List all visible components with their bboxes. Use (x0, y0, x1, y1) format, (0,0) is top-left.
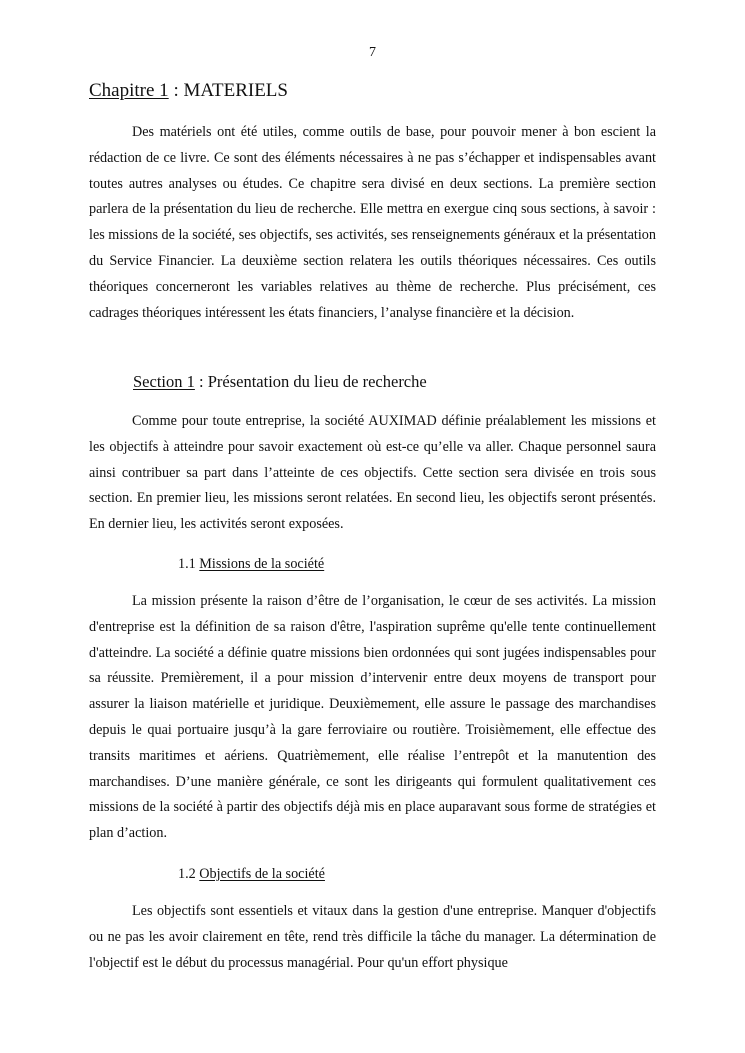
page-number: 7 (369, 45, 376, 60)
intro-paragraph: Des matériels ont été utiles, comme outils de base, pour pouvoir mener à bon escient la rédaction de ce livre. Ce sont des éléments nécessaires à ne pas s’échapper et indispensables avant toutes autres analyses ou études. Ce chapitre sera divisé en deux sections. La première section parlera de la présentation du lieu de recherche. Elle mettra en exergue cinq sous sections, à savoir : les missions de la société, ses objectifs, ses activités, ses renseignements généraux et la présentation du Service Financier. La deuxième section relatera les outils théoriques nécessaires. Ces outils théoriques concerneront les variables relatives au thème de recherche. Plus précisément, ces cadrages théoriques intéressent les états financiers, l’analyse financière et la décision. (89, 124, 656, 321)
chapter-separator: : (168, 80, 184, 101)
section1-paragraph: Comme pour toute entreprise, la société AUXIMAD définie préalablement les missions et les objectifs à atteindre pour savoir exactement où est-ce qu’elle va aller. Chaque personnel saura ainsi contribuer sa part dans l’atteinte de ces objectifs. Cette section sera divisée en trois sous section. En premier lieu, les missions seront relatées. En second lieu, les objectifs seront présentés. En dernier lieu, les activités seront exposées. (89, 413, 656, 533)
section-title: Présentation du lieu de recherche (207, 372, 427, 391)
chapter-label: Chapitre 1 (89, 80, 169, 101)
subsection-number: 1.2 (178, 866, 200, 882)
subsection-heading-objectifs (178, 865, 325, 883)
chapter-title: MATERIELS (183, 80, 288, 101)
subsection-title: Objectifs de la société (199, 866, 325, 882)
objectifs-paragraph: Les objectifs sont essentiels et vitaux dans la gestion d'une entreprise. Manquer d'objectifs ou ne pas les avoir clairement en tête, rend très difficile la tâche du manager. La détermination de l'objectif est le début du processus managérial. Pour qu'un effort physique (89, 903, 656, 971)
subsection-heading-missions (178, 555, 324, 573)
missions-paragraph: La mission présente la raison d’être de l’organisation, le cœur de ses activités. La mission d'entreprise est la définition de sa raison d'être, l'aspiration suprême qu'elle tente continuellement d'atteindre. La société a définie quatre missions bien ordonnées qui sont jugées indispensables pour sa réussite. Premièrement, il a pour mission d’intervenir entre deux moyens de transport pour assurer la liaison matérielle et juridique. Deuxièmement, elle assure le passage des marchandises depuis le quai portuaire jusqu’à la gare ferroviaire ou routière. Troisièmement, elle effectue des transits maritimes et aériens. Quatrièmement, elle réalise l’entrepôt et la manutention des marchandises. D’une manière générale, ce sont les dirigeants qui formulent qualitativement ces missions de la société à partir des objectifs déjà mis en place auparavant sous forme de stratégies et plan d’action. (89, 593, 656, 842)
chapter-heading (89, 80, 288, 102)
section-separator: : (194, 372, 208, 391)
subsection-number: 1.1 (178, 556, 200, 572)
section-label: Section 1 (133, 372, 195, 391)
subsection-title: Missions de la société (199, 556, 325, 572)
section-heading (133, 372, 427, 392)
